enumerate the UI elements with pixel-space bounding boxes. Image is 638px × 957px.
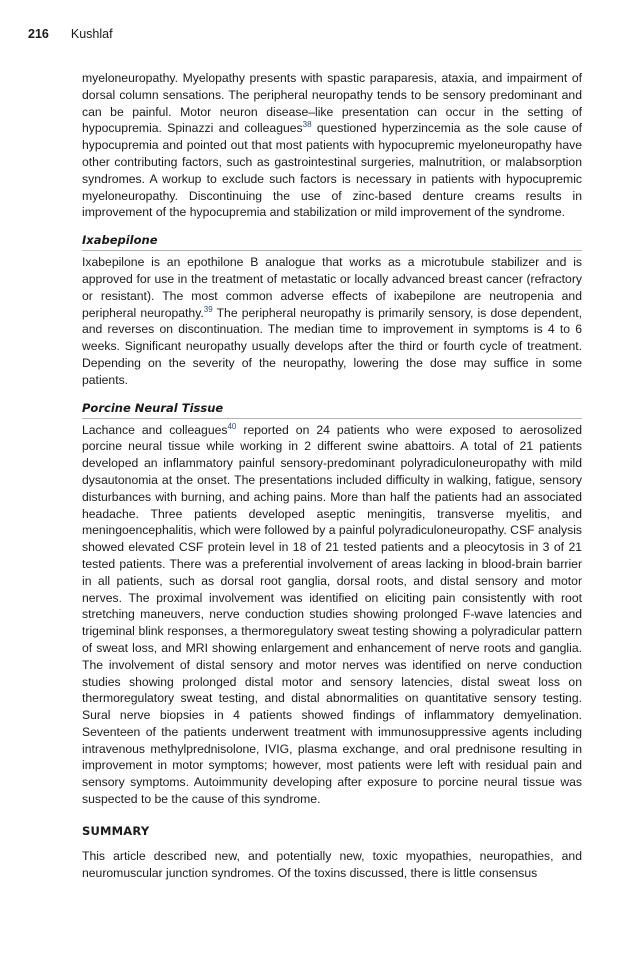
citation-40[interactable]: 40: [227, 421, 237, 431]
running-author: Kushlaf: [70, 27, 113, 41]
paragraph-text: The peripheral neuropathy is primarily sensory, is dose dependent, and reverses on discontinuation. The median time to improvement in symptoms is 4 to 6 weeks. Significant neuropathy usually develops after the third or fourth cycle of treatment. Depending on the severity of the neuropathy, lowering the dose may suffice in some patients.: [82, 305, 582, 387]
paragraph-text: questioned hyperzincemia as the sole cause of hypocupremia and pointed out that most patients with hypocupremic myeloneuropathy have other contributing factors, such as gastrointestinal surgeries, malnutrition, or malabsorption syndromes. A workup to exclude such factors is necessary in patients with hypocupremic myeloneuropathy. Discontinuing the use of zinc-based denture creams results in improvement of the hypocupremia and stabilization or mild improvement of the syndrome.: [82, 121, 582, 220]
citation-38[interactable]: 38: [302, 120, 312, 130]
body-paragraph-hypocupremia: [82, 70, 582, 221]
article-body: [82, 70, 582, 893]
body-paragraph-porcine: [82, 422, 582, 808]
section-heading-porcine: Porcine Neural Tissue: [82, 400, 224, 415]
body-paragraph-ixabepilone: [82, 254, 582, 388]
page-number: 216: [28, 27, 49, 41]
section-heading-summary: SUMMARY: [82, 823, 150, 838]
paragraph-text: myeloneuropathy. Myelopathy presents with spastic paraparesis, ataxia, and impairment of dorsal column sensations. The peripheral neuropathy tends to be sensory predominant and can be painful. Motor neuron disease–like presentation can occur in the setting of hypocupremia. Spinazzi and colleagues: [82, 71, 582, 136]
section-heading-ixabepilone: Ixabepilone: [82, 233, 158, 248]
paragraph-text: reported on 24 patients who were exposed to aerosolized porcine neural tissue while working in 2 different swine abattoirs. A total of 21 patients developed an inflammatory painful sensory-predominant polyradiculoneuropathy with mild dysautonomia at the onset. The presentations included difficulty in walking, fatigue, sensory disturbances with burning, and aching pains. More than half the patients had an associated headache. Three patients developed aseptic meningitis, transverse myelitis, and meningoencephalitis, which were followed by a painful polyradiculoneuropathy. CSF analysis showed elevated CSF protein level in 18 of 21 tested patients and a pleocytosis in 3 of 21 tested patients. There was a preferential involvement of areas lacking in blood-brain barrier in all patients, such as dorsal root ganglia, dorsal roots, and distal sensory and motor nerves. The proximal involvement was identified on eliciting pain consistently with root stretching maneuvers, nerve conduction studies showing prolonged F-wave latencies and trigeminal blink responses, a thermoregulatory sweat testing showing a polyradicular pattern of sweat loss, and MRI showing enlargement and enhancement of nerve roots and ganglia. The involvement of distal sensory and motor nerves was identified on nerve conduction studies showing prolonged distal motor and sensory latencies, distal sweat loss on thermoregulatory sweat testing, and distal abnormalities on quantitative sensory testing. Sural nerve biopsies in 4 patients showed findings of inflammatory demyelination. Seventeen of the patients underwent treatment with immunosuppressive agents including intravenous methylprednisolone, IVIG, plasma exchange, and oral prednisone resulting in improvement in motor symptoms; however, most patients were left with residual pain and sensory symptoms. Autoimmunity developing after exposure to porcine neural tissue was suspected to be the cause of this syndrome.: [82, 422, 583, 807]
body-paragraph-summary: This article described new, and potentially new, toxic myopathies, neuropathies, and neuromuscular junction syndromes. Of the toxins discussed, there is little consensus: [82, 848, 582, 880]
section-divider: [82, 250, 582, 251]
paragraph-text: Ixabepilone is an epothilone B analogue that works as a microtubule stabilizer and is approved for use in the treatment of metastatic or locally advanced breast cancer (refractory or resistant). The most common adverse effects of ixabepilone are neutropenia and peripheral neuropathy.: [82, 255, 582, 320]
section-divider: [82, 418, 582, 419]
running-header: [28, 27, 113, 41]
citation-39[interactable]: 39: [203, 304, 213, 314]
paragraph-text: Lachance and colleagues: [82, 422, 228, 437]
